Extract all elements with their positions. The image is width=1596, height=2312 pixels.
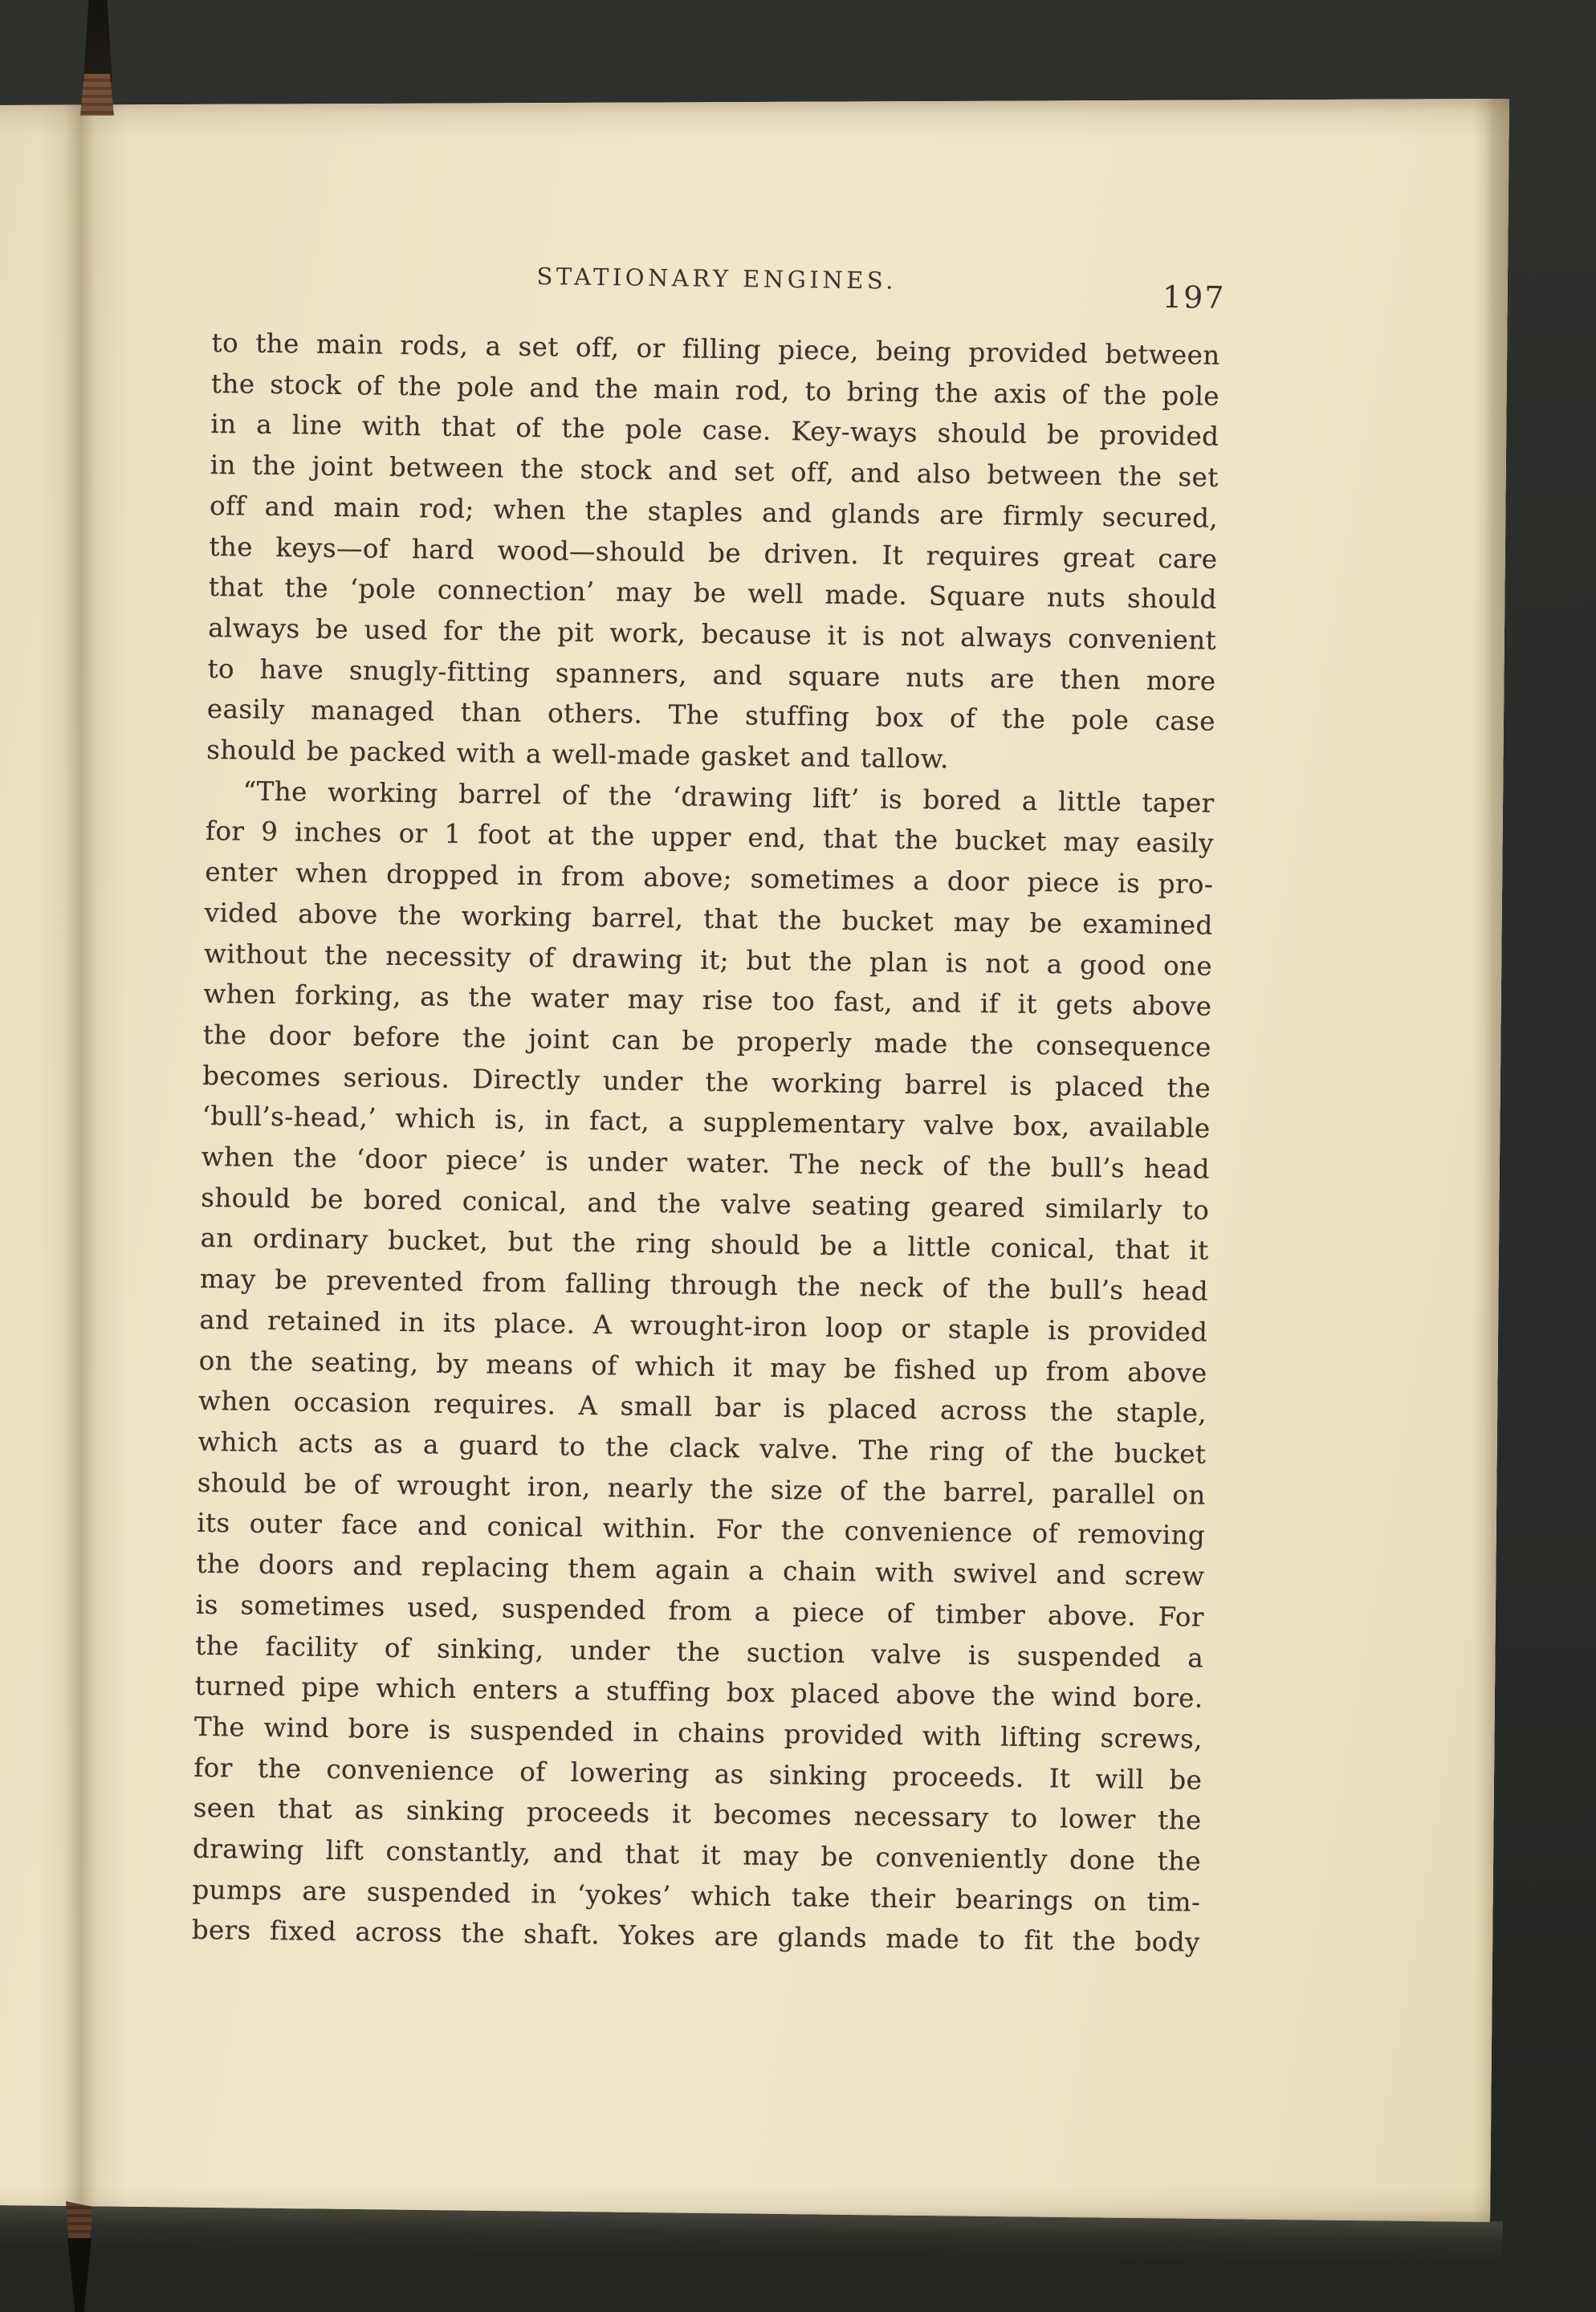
text-line: becomes serious. Directly under the working barrel is placed the [202,1060,1211,1104]
spine-endband-bottom-icon [66,2201,93,2241]
text-line: on the seating, by means of which it may be fished up from above [198,1345,1207,1389]
text-line: when occasion requires. A small bar is placed across the staple, [197,1386,1207,1429]
text-line: the keys—of hard wood—should be driven. It requires great care [209,531,1218,575]
text-line: “The working barrel of the ‘drawing lift’ is bored a little taper [242,775,1215,819]
text-line: easily managed than others. The stuffing box of the pole case [206,694,1216,738]
text-line: is sometimes used, suspended from a piece of timber above. For [195,1589,1205,1633]
text-line: should be bored conical, and the valve seating geared similarly to [201,1182,1210,1226]
text-line: may be prevented from falling through the neck of the bull’s head [199,1264,1209,1307]
text-line: without the necessity of drawing it; but the plan is not a good one [203,938,1213,982]
spine-gap-top [83,0,112,82]
text-line: should be packed with a well-made gasket and tallow. [206,734,950,775]
text-line: its outer face and conical within. For the convenience of removing [196,1508,1206,1552]
text-line: for the convenience of lowering as sinking proceeds. It will be [193,1752,1203,1796]
text-line: pumps are suspended in ‘yokes’ which take their bearings on tim- [192,1874,1201,1918]
text-line: when forking, as the water may rise too fast, and if it gets above [203,979,1212,1022]
text-lines [192,323,1220,1964]
text-line: the stock of the pole and the main rod, to bring the axis of the pole [210,368,1220,412]
text-line: for 9 inches or 1 foot at the upper end, that the bucket may easily [205,816,1215,860]
text-line: which acts as a guard to the clack valve. The ring of the bucket [197,1426,1207,1470]
text-line: enter when dropped in from above; sometimes a door piece is pro- [205,857,1214,900]
text-line: the door before the joint can be properly made the consequence [202,1019,1211,1063]
text-line: bers fixed across the shaft. Yokes are glands made to fit the body [191,1915,1200,1959]
text-line: always be used for the pit work, because it is not always convenient [207,612,1217,656]
running-header: STATIONARY ENGINES. [536,263,898,295]
text-line: should be of wrought iron, nearly the size of the barrel, parallel on [197,1467,1206,1511]
page-text-block [191,258,1226,1964]
text-line: the facility of sinking, under the suction valve is suspended a [195,1630,1204,1674]
text-line: off and main rod; when the staples and glands are firmly secured, [209,490,1219,534]
page-number: 197 [1162,279,1226,315]
text-line: an ordinary bucket, but the ring should be a little conical, that it [200,1223,1209,1267]
text-line: in a line with that of the pole case. Key-ways should be provided [210,409,1219,453]
text-line: the doors and replacing them again a chain with swivel and screw [196,1548,1205,1592]
text-line: The wind bore is suspended in chains provided with lifting screws, [193,1711,1203,1755]
text-line: and retained in its place. A wrought-iron loop or staple is provided [199,1304,1208,1348]
text-line: in the joint between the stock and set off, and also between the set [210,450,1219,493]
text-line: vided above the working barrel, that the bucket may be examined [204,897,1213,941]
text-line: to have snugly-fitting spanners, and square nuts are then more [207,653,1216,697]
text-line: to the main rods, a set off, or filling piece, being provided between [211,327,1220,371]
text-line: turned pipe which enters a stuffing box placed above the wind bore. [194,1671,1203,1714]
spine-tail [67,2238,92,2312]
spine-endband-top-icon [80,74,114,116]
text-line: that the ‘pole connection’ may be well made. Square nuts should [208,572,1217,615]
text-line: when the ‘door piece’ is under water. The neck of the bull’s head [201,1141,1211,1185]
text-line: drawing lift constantly, and that it may be conveniently done the [192,1833,1202,1877]
text-line: ‘bull’s-head,’ which is, in fact, a supplementary valve box, available [202,1101,1211,1145]
text-line: seen that as sinking proceeds it becomes necessary to lower the [193,1793,1202,1836]
